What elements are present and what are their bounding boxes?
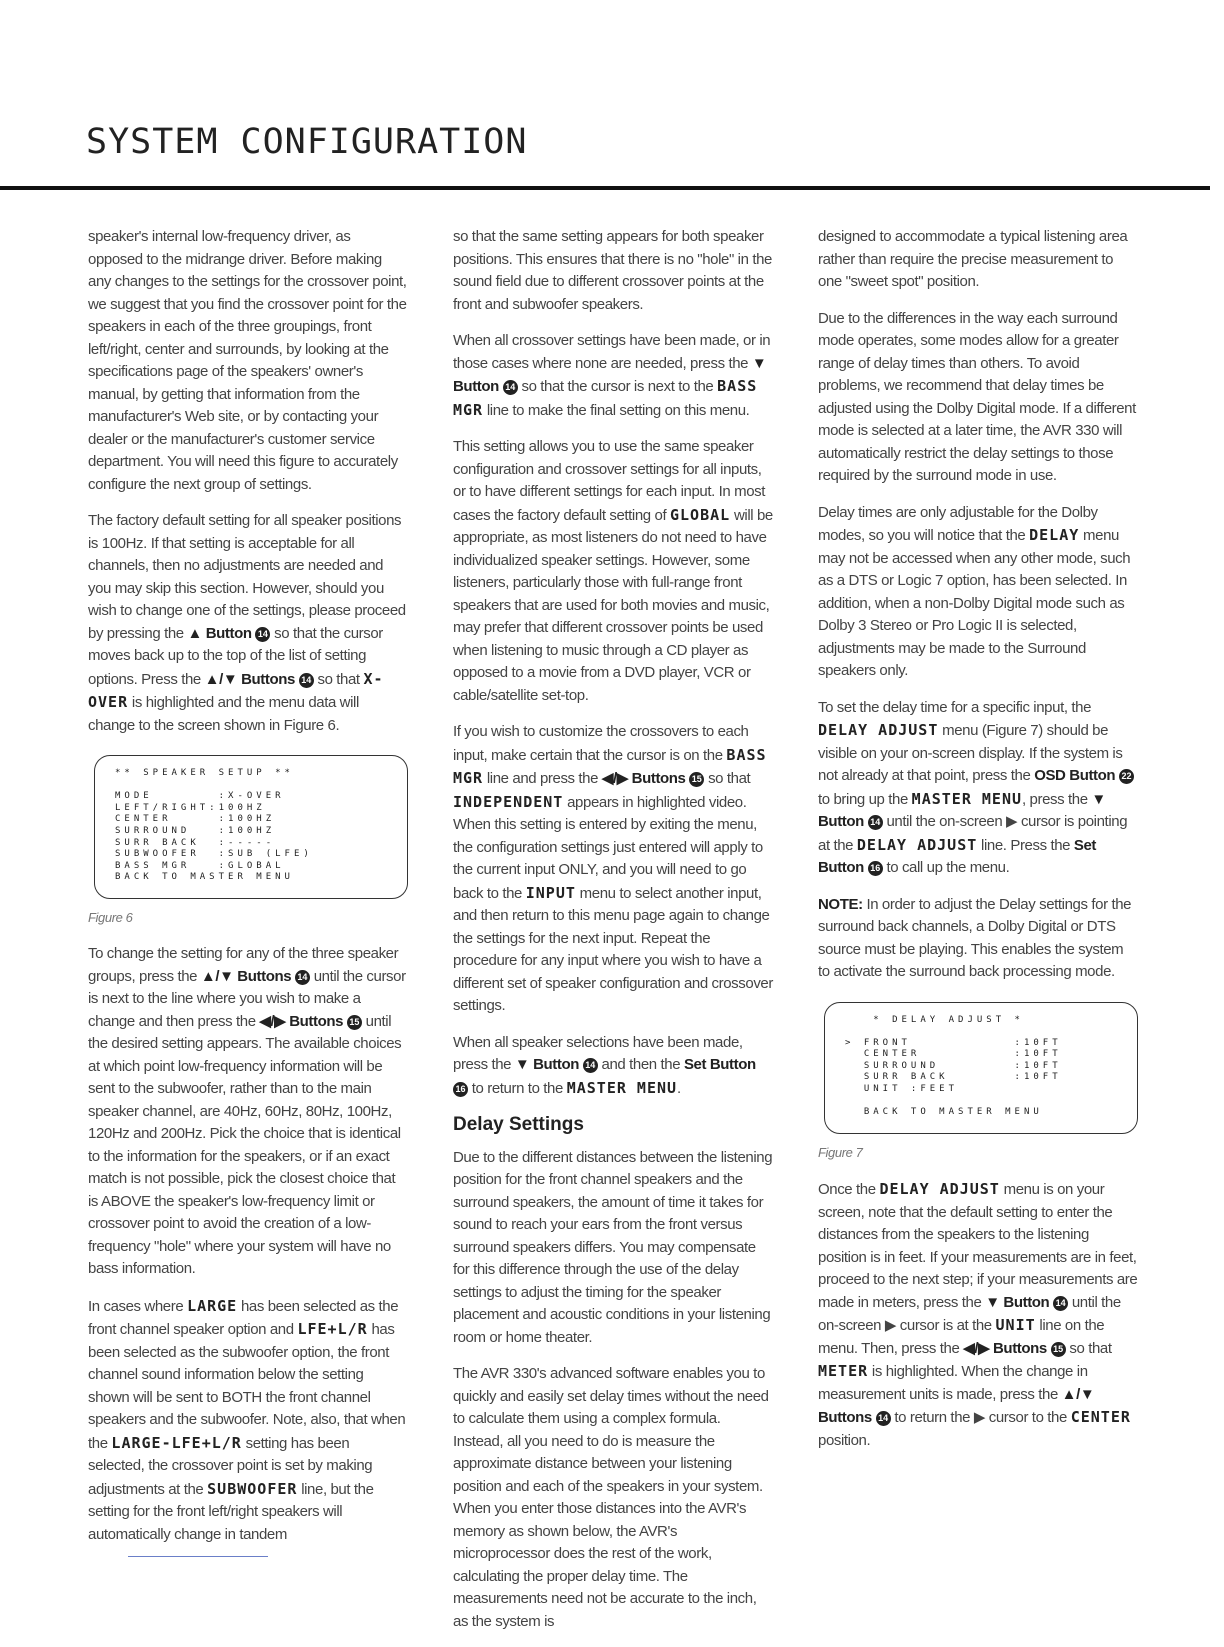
paragraph: When all crossover settings have been made, or in those cases where none are needed, press the ▼ Button 14 so that the cursor is next to the BASS MGR line to make the final setting on this menu. (453, 332, 771, 419)
note-paragraph: NOTE: In order to adjust the Delay settings for the surround back channels, a Dolby Digital or DTS source must be playing. This enables the system to activate the surround back processing mode. (818, 895, 1132, 980)
page-title: SYSTEM CONFIGURATION (86, 122, 528, 162)
callout-number: 15 (689, 772, 704, 787)
callout-number: 14 (503, 380, 518, 395)
figure-caption: Figure 6 (88, 909, 133, 925)
paragraph: The factory default setting for all speaker positions is 100Hz. If that setting is acceptable for all channels, then no adjustments are needed and you may skip this section. However, should you wish to change one of the settings, please proceed by pressing the ▲ Button 14 so that the cursor moves back up to the top of the list of setting options. Press the ▲/▼ Buttons 14 so that X-OVER is highlighted and the menu data will change to the screen shown in Figure 6. (88, 512, 406, 734)
paragraph: Delay times are only adjustable for the Dolby modes, so you will notice that the DELAY menu may not be accessed when any other mode, such as a DTS or Logic 7 option, has been selected. In addition, when a non-Dolby Digital mode such as Dolby 3 Stereo or Pro Logic II is selected, adjustments may be made to the Surround speakers only. (818, 503, 1131, 679)
up-button-ref: ▲ Button (187, 624, 252, 642)
paragraph: The AVR 330's advanced software enables you to quickly and easily set delay times without the need to calculate them using a complex formula. Instead, all you need to do is measure the approximate distance between your listening position and each of the speakers in your system. When you enter those distances into the AVR's memory as shown below, the AVR's microprocessor does the rest of the work, calculating the proper delay time. The measurements need not be accurate to the inch, as the system is (453, 1365, 769, 1630)
figure-caption: Figure 7 (818, 1144, 863, 1160)
callout-number: 14 (876, 1411, 891, 1426)
updown-buttons-ref: ▲/▼ Buttons (204, 670, 295, 688)
title-rule (0, 186, 1210, 190)
figure-6-osd-screen: ** SPEAKER SETUP ** MODE :X-OVER LEFT/RIGHT:100HZ CENTER :100HZ SURROUND :100HZ SURR BACK :----- SUBWOOFER :SUB (LFE) BASS MGR :GLOBAL BACK TO MASTER MENU (94, 755, 408, 899)
callout-number: 15 (347, 1015, 362, 1030)
callout-number: 22 (1119, 769, 1134, 784)
callout-number: 14 (255, 627, 270, 642)
figure-7-osd-screen: * DELAY ADJUST * > FRONT :10FT CENTER :10FT SURROUND :10FT SURR BACK :10FT UNIT :FEET BACK TO MASTER MENU (824, 1002, 1138, 1134)
paragraph: If you wish to customize the crossovers to each input, make certain that the cursor is on the BASS MGR line and press the ◀/▶ Buttons 15 so that INDEPENDENT appears in highlighted video. When this setting is entered by exiting the menu, the configuration settings just entered will apply to the current input ONLY, and you will need to go back to the INPUT menu to select another input, and then return to this menu page again to change the settings for the next input. Repeat the procedure for any input where you wish to have a different set of speaker configuration and crossover settings. (453, 723, 773, 1014)
column-2 (453, 226, 773, 1647)
callout-number: 16 (453, 1082, 468, 1097)
menu-term: X-OVER (88, 669, 384, 711)
paragraph: Due to the differences in the way each surround mode operates, some modes allow for a greater range of delay times than others. To avoid problems, we recommend that delay times be adjusted using the Dolby Digital mode. If a different mode is selected at a later time, the AVR 330 will automatically restrict the delay settings to those required by the surround mode in use. (818, 309, 1136, 484)
paragraph: so that the same setting appears for both speaker positions. This ensures that there is no "hole" in the sound field due to different crossover points at the front and subwoofer speakers. (453, 228, 772, 313)
paragraph: Due to the different distances between the listening position for the front channel speakers and the surround speakers, the amount of time it takes for sound to reach your ears from the front versus surround speakers differs. You may compensate for this difference through the use of the delay settings to adjust the timing for the speaker placement and acoustic conditions in your listening room or home theater. (453, 1148, 773, 1346)
paragraph: In cases where LARGE has been selected as the front channel speaker option and LFE+L/R has been selected as the subwoofer option, the front channel sound information below the setting shown will be sent to BOTH the front channel speakers and the subwoofer. Note, also, that when the LARGE-LFE+L/R setting has been selected, the crossover point is set by making adjustments at the SUBWOOFER line, but the setting for the front left/right speakers will automatically change in tandem (88, 1296, 406, 1543)
paragraph: This setting allows you to use the same speaker configuration and crossover settings for all inputs, or to have different settings for each input. In most cases the factory default setting of GLOBAL will be appropriate, as most listeners do not need to have individualized speaker settings. However, some listeners, particularly those with full-range front speakers that are used for both movies and music, may prefer that different crossover points be used when listening to music through a CD player as opposed to a movie from a DVD player, VCR or cable/satellite set-top. (453, 438, 773, 704)
callout-number: 14 (583, 1058, 598, 1073)
column-1 (88, 226, 408, 1560)
paragraph: speaker's internal low-frequency driver, as opposed to the midrange driver. Before making any changes to the settings for the crossover point, we suggest that you find the crossover point for the speakers in each of the three groupings, front left/right, center and surrounds, by looking at the specifications page of the speakers' owner's manual, by getting that information from the manufacturer's Web site, or by contacting your dealer or the manufacturer's customer service department. You will need this figure to accurately configure the next group of settings. (88, 228, 407, 493)
callout-number: 14 (1053, 1296, 1068, 1311)
callout-number: 14 (299, 673, 314, 688)
paragraph: To change the setting for any of the three speaker groups, press the ▲/▼ Buttons 14 until the cursor is next to the line where you wish to make a change and then press the ◀/▶ Buttons 15 until the desired setting appears. The available choices at which point low-frequency information will be sent to the subwoofer, rather than to the main speaker channel, are 40Hz, 60Hz, 80Hz, 100Hz, 120Hz and 200Hz. Pick the choice that is identical to the information for the speakers, or if an exact match is not possible, pick the closest choice that is ABOVE the speaker's low-frequency limit or crossover point to avoid the creation of a low-frequency "hole" where your system will have no bass information. (88, 945, 406, 1278)
paragraph: To set the delay time for a specific input, the DELAY ADJUST menu (Figure 7) should be visible on your on-screen display. If the system is not already at that point, press the OSD Button 22 to bring up the MASTER MENU, press the ▼ Button 14 until the on-screen ▶ cursor is pointing at the DELAY ADJUST line. Press the Set Button 16 to call up the menu. (818, 697, 1138, 880)
section-heading: Delay Settings (453, 1114, 584, 1135)
callout-number: 16 (868, 861, 883, 876)
paragraph: Once the DELAY ADJUST menu is on your screen, note that the default setting to enter the distances from the speakers to the listening position is in feet. If your measurements are in feet, proceed to the next step; if your measurements are made in meters, press the ▼ Button 14 until the on-screen ▶ cursor is at the UNIT line on the menu. Then, press the ◀/▶ Buttons 15 so that METER is highlighted. When the change in measurement units is made, press the ▲/▼ Buttons 14 to return the ▶ cursor to the CENTER position. (818, 1180, 1138, 1449)
footer-link-line (128, 1556, 268, 1557)
paragraph: designed to accommodate a typical listening area rather than require the precise measurement to one "sweet spot" position. (818, 228, 1128, 290)
callout-number: 14 (295, 970, 310, 985)
callout-number: 15 (1051, 1342, 1066, 1357)
column-3 (818, 226, 1138, 1466)
callout-number: 14 (868, 815, 883, 830)
paragraph: When all speaker selections have been made, press the ▼ Button 14 and then the Set Button 16 to return to the MASTER MENU. (453, 1033, 756, 1097)
